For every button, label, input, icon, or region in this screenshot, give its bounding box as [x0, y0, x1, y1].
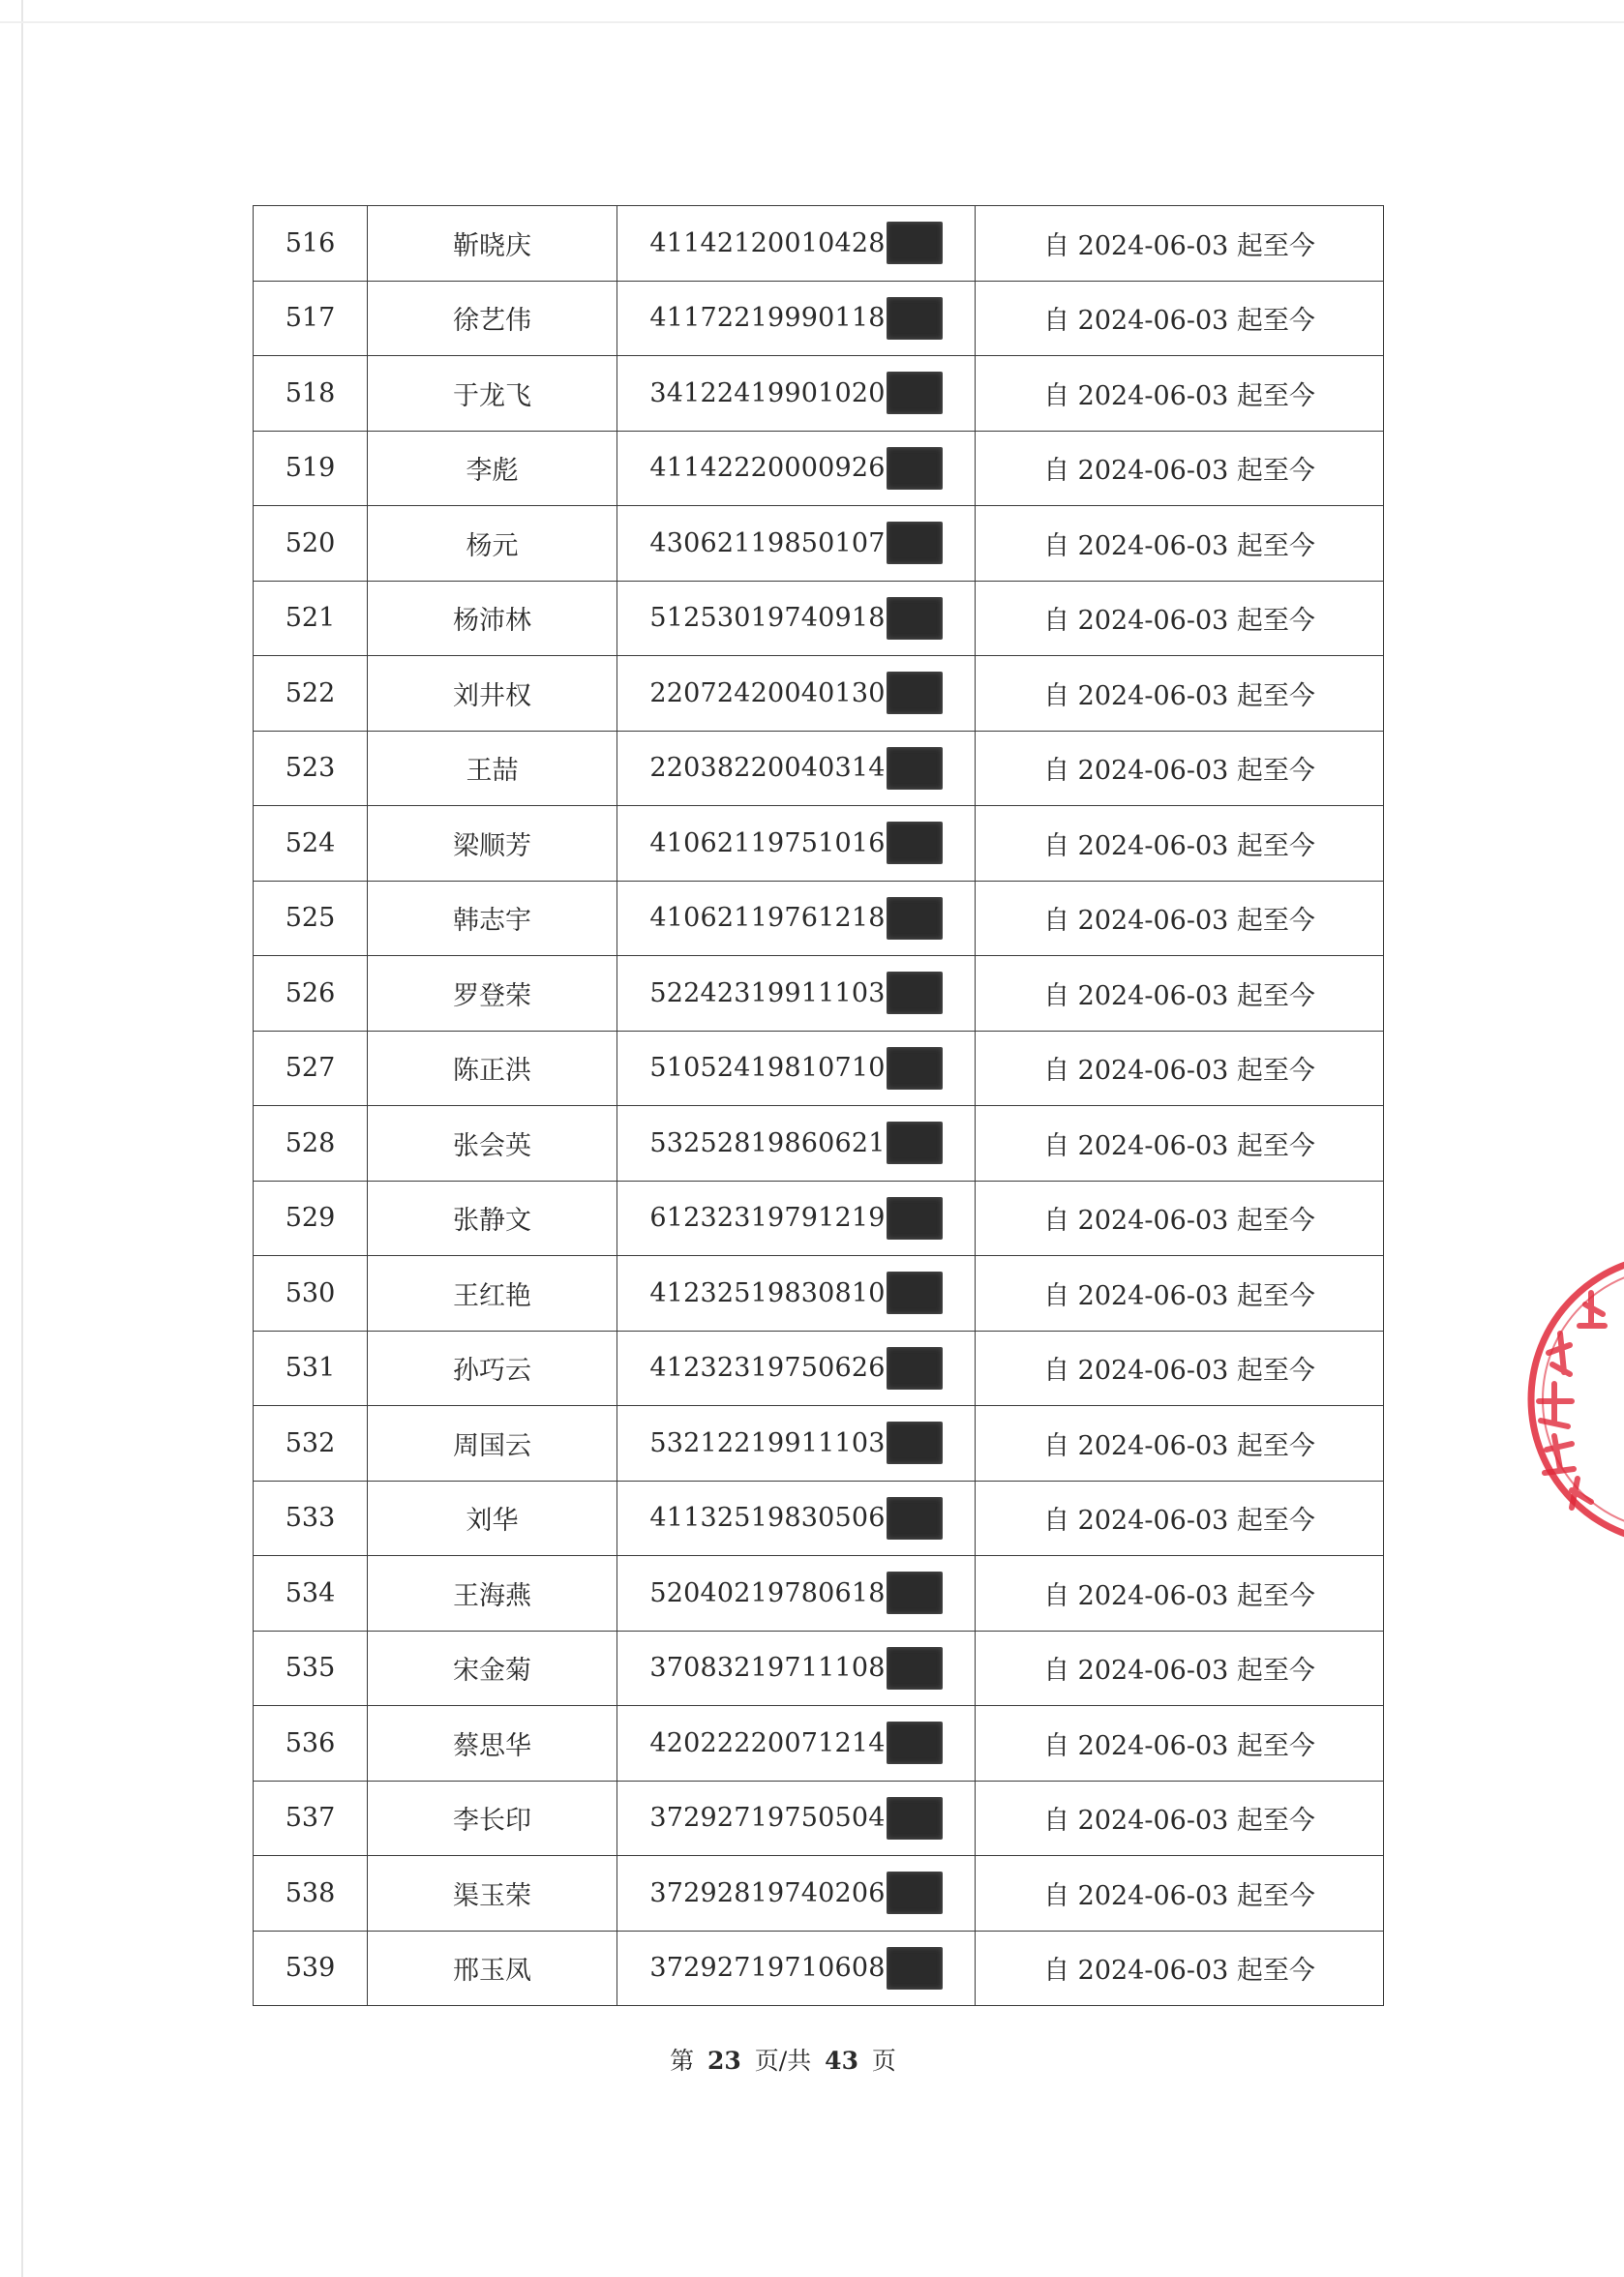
row-number: 522	[254, 656, 368, 732]
period: 自 2024-06-03 起至今	[976, 806, 1384, 882]
id-number-wrap	[649, 1122, 942, 1164]
person-name: 韩志宇	[368, 881, 617, 956]
table-row	[254, 1931, 1384, 2006]
id-number-wrap	[649, 447, 942, 490]
redaction-block	[887, 522, 943, 564]
row-number: 532	[254, 1406, 368, 1482]
row-number: 535	[254, 1631, 368, 1706]
id-number-cell	[617, 1406, 976, 1482]
row-number: 528	[254, 1106, 368, 1182]
period: 自 2024-06-03 起至今	[976, 1406, 1384, 1482]
id-number: 41062119761218	[649, 903, 886, 934]
person-name: 杨沛林	[368, 581, 617, 656]
id-number-wrap	[649, 522, 942, 564]
row-number: 519	[254, 431, 368, 506]
table-row	[254, 881, 1384, 956]
redaction-block	[887, 1197, 943, 1240]
person-name: 刘井权	[368, 656, 617, 732]
roster-table-body	[254, 206, 1384, 2006]
row-number: 517	[254, 281, 368, 356]
row-number: 530	[254, 1256, 368, 1332]
redaction-block	[887, 747, 943, 790]
page-footer	[0, 2042, 1566, 2077]
table-row	[254, 731, 1384, 806]
person-name: 李彪	[368, 431, 617, 506]
table-row	[254, 581, 1384, 656]
id-number-cell	[617, 206, 976, 282]
id-number-cell	[617, 1631, 976, 1706]
period: 自 2024-06-03 起至今	[976, 731, 1384, 806]
id-number-cell	[617, 731, 976, 806]
row-number: 521	[254, 581, 368, 656]
row-number: 527	[254, 1031, 368, 1106]
redaction-block	[887, 1347, 943, 1390]
id-number-wrap	[649, 222, 942, 264]
id-number-wrap	[649, 1422, 942, 1464]
person-name: 蔡思华	[368, 1706, 617, 1782]
id-number: 22072420040130	[649, 677, 886, 708]
id-number-cell	[617, 1706, 976, 1782]
id-number: 37083219711108	[649, 1653, 886, 1684]
id-number: 42022220071214	[649, 1727, 886, 1758]
id-number-cell	[617, 431, 976, 506]
id-number-wrap	[649, 1197, 942, 1240]
row-number: 520	[254, 506, 368, 582]
id-number: 61232319791219	[649, 1203, 886, 1234]
redaction-block	[887, 1047, 943, 1090]
id-number-cell	[617, 656, 976, 732]
table-row	[254, 1331, 1384, 1406]
person-name: 陈正洪	[368, 1031, 617, 1106]
footer-middle: 页/共	[754, 2047, 812, 2075]
footer-suffix: 页	[871, 2047, 896, 2075]
table-row	[254, 1031, 1384, 1106]
table-row	[254, 1556, 1384, 1632]
period: 自 2024-06-03 起至今	[976, 1556, 1384, 1632]
id-number-cell	[617, 881, 976, 956]
person-name: 张会英	[368, 1106, 617, 1182]
table-row	[254, 656, 1384, 732]
table-row	[254, 956, 1384, 1032]
id-number-cell	[617, 1106, 976, 1182]
id-number-cell	[617, 581, 976, 656]
period: 自 2024-06-03 起至今	[976, 1481, 1384, 1556]
id-number: 43062119850107	[649, 527, 886, 558]
id-number-wrap	[649, 672, 942, 714]
id-number-cell	[617, 1031, 976, 1106]
id-number: 22038220040314	[649, 753, 886, 784]
redaction-block	[887, 1422, 943, 1464]
row-number: 539	[254, 1931, 368, 2006]
id-number-wrap	[649, 372, 942, 414]
id-number: 37292819740206	[649, 1877, 886, 1908]
row-number: 526	[254, 956, 368, 1032]
period: 自 2024-06-03 起至今	[976, 1706, 1384, 1782]
redaction-block	[887, 297, 943, 340]
id-number: 51052419810710	[649, 1053, 886, 1084]
redaction-block	[887, 1947, 943, 1990]
scan-edge-left	[21, 0, 23, 2277]
id-number-wrap	[649, 1872, 942, 1914]
id-number: 53212219911103	[649, 1427, 886, 1458]
id-number: 53252819860621	[649, 1127, 886, 1158]
table-row	[254, 1631, 1384, 1706]
redaction-block	[887, 1122, 943, 1164]
id-number-cell	[617, 1181, 976, 1256]
redaction-block	[887, 1272, 943, 1314]
person-name: 李长印	[368, 1781, 617, 1856]
id-number-cell	[617, 956, 976, 1032]
period: 自 2024-06-03 起至今	[976, 356, 1384, 432]
period: 自 2024-06-03 起至今	[976, 1181, 1384, 1256]
redaction-block	[887, 1572, 943, 1614]
id-number-cell	[617, 1481, 976, 1556]
row-number: 529	[254, 1181, 368, 1256]
redaction-block	[887, 1647, 943, 1690]
row-number: 538	[254, 1856, 368, 1932]
person-name: 靳晓庆	[368, 206, 617, 282]
redaction-block	[887, 972, 943, 1014]
period: 自 2024-06-03 起至今	[976, 656, 1384, 732]
person-name: 王喆	[368, 731, 617, 806]
redaction-block	[887, 897, 943, 940]
id-number-wrap	[649, 1047, 942, 1090]
person-name: 罗登荣	[368, 956, 617, 1032]
row-number: 524	[254, 806, 368, 882]
id-number: 52040219780618	[649, 1577, 886, 1608]
id-number-cell	[617, 1331, 976, 1406]
id-number-wrap	[649, 1347, 942, 1390]
table-row	[254, 506, 1384, 582]
id-number-cell	[617, 1781, 976, 1856]
period: 自 2024-06-03 起至今	[976, 506, 1384, 582]
id-number-cell	[617, 1931, 976, 2006]
person-name: 邢玉凤	[368, 1931, 617, 2006]
table-row	[254, 431, 1384, 506]
table-row	[254, 356, 1384, 432]
redaction-block	[887, 672, 943, 714]
id-number: 37292719710608	[649, 1953, 886, 1984]
row-number: 525	[254, 881, 368, 956]
table-row	[254, 281, 1384, 356]
row-number: 533	[254, 1481, 368, 1556]
person-name: 于龙飞	[368, 356, 617, 432]
person-name: 孙巧云	[368, 1331, 617, 1406]
table-row	[254, 1781, 1384, 1856]
person-name: 徐艺伟	[368, 281, 617, 356]
table-row	[254, 1256, 1384, 1332]
person-name: 张静文	[368, 1181, 617, 1256]
person-name: 杨元	[368, 506, 617, 582]
person-name: 宋金菊	[368, 1631, 617, 1706]
scan-edge-top	[0, 21, 1624, 23]
person-name: 周国云	[368, 1406, 617, 1482]
footer-page-number: 23	[707, 2047, 741, 2075]
row-number: 531	[254, 1331, 368, 1406]
row-number: 516	[254, 206, 368, 282]
redaction-block	[887, 222, 943, 264]
id-number-cell	[617, 1556, 976, 1632]
id-number-wrap	[649, 1497, 942, 1540]
id-number-cell	[617, 356, 976, 432]
id-number-cell	[617, 1256, 976, 1332]
id-number-wrap	[649, 972, 942, 1014]
redaction-block	[887, 447, 943, 490]
table-row	[254, 206, 1384, 282]
redaction-block	[887, 822, 943, 864]
table-row	[254, 1106, 1384, 1182]
redaction-block	[887, 597, 943, 640]
id-number-cell	[617, 506, 976, 582]
id-number-wrap	[649, 1947, 942, 1990]
id-number: 41142120010428	[649, 227, 886, 258]
table-row	[254, 1706, 1384, 1782]
id-number-wrap	[649, 1572, 942, 1614]
period: 自 2024-06-03 起至今	[976, 1256, 1384, 1332]
row-number: 537	[254, 1781, 368, 1856]
row-number: 523	[254, 731, 368, 806]
id-number: 52242319911103	[649, 977, 886, 1008]
table-row	[254, 1181, 1384, 1256]
row-number: 518	[254, 356, 368, 432]
id-number-wrap	[649, 1647, 942, 1690]
id-number-wrap	[649, 1272, 942, 1314]
period: 自 2024-06-03 起至今	[976, 1031, 1384, 1106]
table-row	[254, 1481, 1384, 1556]
person-name: 梁顺芳	[368, 806, 617, 882]
period: 自 2024-06-03 起至今	[976, 1781, 1384, 1856]
redaction-block	[887, 372, 943, 414]
person-name: 渠玉荣	[368, 1856, 617, 1932]
id-number-wrap	[649, 297, 942, 340]
period: 自 2024-06-03 起至今	[976, 1631, 1384, 1706]
redaction-block	[887, 1722, 943, 1764]
period: 自 2024-06-03 起至今	[976, 1106, 1384, 1182]
footer-prefix: 第	[670, 2047, 695, 2075]
id-number: 41062119751016	[649, 827, 886, 858]
row-number: 536	[254, 1706, 368, 1782]
id-number-wrap	[649, 897, 942, 940]
id-number-cell	[617, 806, 976, 882]
id-number-wrap	[649, 1722, 942, 1764]
period: 自 2024-06-03 起至今	[976, 956, 1384, 1032]
id-number: 41132519830506	[649, 1503, 886, 1534]
id-number: 34122419901020	[649, 377, 886, 408]
period: 自 2024-06-03 起至今	[976, 281, 1384, 356]
table-row	[254, 1856, 1384, 1932]
id-number: 41172219990118	[649, 303, 886, 334]
redaction-block	[887, 1872, 943, 1914]
redaction-block	[887, 1497, 943, 1540]
period: 自 2024-06-03 起至今	[976, 1331, 1384, 1406]
id-number: 41142220000926	[649, 453, 886, 484]
redaction-block	[887, 1797, 943, 1840]
id-number: 41232319750626	[649, 1353, 886, 1384]
period: 自 2024-06-03 起至今	[976, 1931, 1384, 2006]
person-name: 王红艳	[368, 1256, 617, 1332]
footer-total-pages: 43	[825, 2047, 858, 2075]
period: 自 2024-06-03 起至今	[976, 881, 1384, 956]
id-number-wrap	[649, 747, 942, 790]
row-number: 534	[254, 1556, 368, 1632]
person-name: 王海燕	[368, 1556, 617, 1632]
roster-table	[253, 205, 1384, 2006]
id-number: 41232519830810	[649, 1277, 886, 1308]
id-number: 51253019740918	[649, 603, 886, 634]
id-number-wrap	[649, 597, 942, 640]
id-number-cell	[617, 281, 976, 356]
period: 自 2024-06-03 起至今	[976, 581, 1384, 656]
person-name: 刘华	[368, 1481, 617, 1556]
id-number-cell	[617, 1856, 976, 1932]
period: 自 2024-06-03 起至今	[976, 206, 1384, 282]
period: 自 2024-06-03 起至今	[976, 431, 1384, 506]
table-row	[254, 806, 1384, 882]
id-number-wrap	[649, 1797, 942, 1840]
id-number-wrap	[649, 822, 942, 864]
period: 自 2024-06-03 起至今	[976, 1856, 1384, 1932]
official-seal-icon	[1510, 1237, 1624, 1562]
id-number: 37292719750504	[649, 1803, 886, 1834]
table-row	[254, 1406, 1384, 1482]
